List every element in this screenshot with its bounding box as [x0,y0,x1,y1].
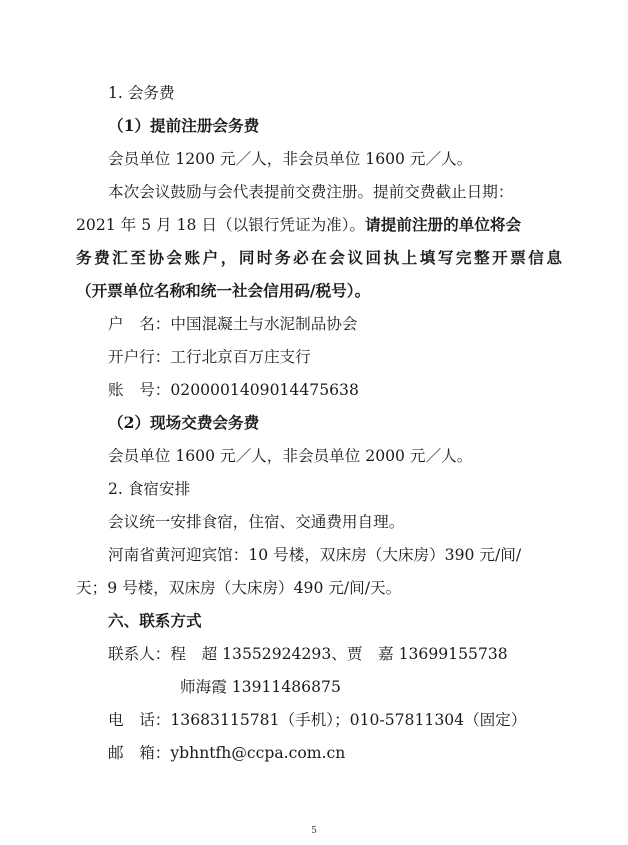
page-number: 5 [311,826,317,836]
early-registration-paragraph-line-3: 务费汇至协会账户，同时务必在会议回执上填写完整开票信息 [76,248,562,267]
early-registration-prices: 会员单位 1200 元／人，非会员单位 1600 元／人。 [108,150,473,168]
early-registration-paragraph-line-1: 本次会议鼓励与会代表提前交费注册。提前交费截止日期： [108,183,514,201]
early-registration-paragraph-line-2 [76,215,521,235]
bank-account-name: 户 名：中国混凝土与水泥制品协会 [108,315,358,333]
hotel-info-line-2: 天；9 号楼，双床房（大床房）490 元/间/天。 [76,579,402,597]
deadline-text: 2021 年 5 月 18 日（以银行凭证为准）。 [76,216,366,234]
bank-branch-name: 开户行：工行北京百万庄支行 [108,348,311,366]
bank-account-number: 账 号：0200001409014475638 [108,381,359,399]
contact-persons-line-2: 师海霞 13911486875 [180,678,341,696]
contact-section-heading: 六、联系方式 [108,611,202,630]
early-registration-heading: （1）提前注册会务费 [108,116,260,135]
contact-email: 邮 箱：ybhntfh@ccpa.com.cn [108,744,346,762]
onsite-payment-heading: （2）现场交费会务费 [108,413,260,432]
contact-phone: 电 话：13683115781（手机）；010-57811304（固定） [108,711,527,729]
lodging-section-heading: 2. 食宿安排 [108,480,191,498]
fee-section-heading: 1. 会务费 [108,84,175,102]
lodging-arrangement-text: 会议统一安排食宿，住宿、交通费用自理。 [108,513,405,531]
contact-persons-line-1: 联系人：程 超 13552924293、贾 嘉 13699155738 [108,645,508,663]
hotel-info-line-1: 河南省黄河迎宾馆：10 号楼，双床房（大床房）390 元/间/ [108,546,522,564]
transfer-instruction-text: 请提前注册的单位将会 [365,215,522,234]
onsite-payment-prices: 会员单位 1600 元／人，非会员单位 2000 元／人。 [108,447,473,465]
early-registration-paragraph-line-4: （开票单位名称和统一社会信用码/税号）。 [76,281,371,300]
